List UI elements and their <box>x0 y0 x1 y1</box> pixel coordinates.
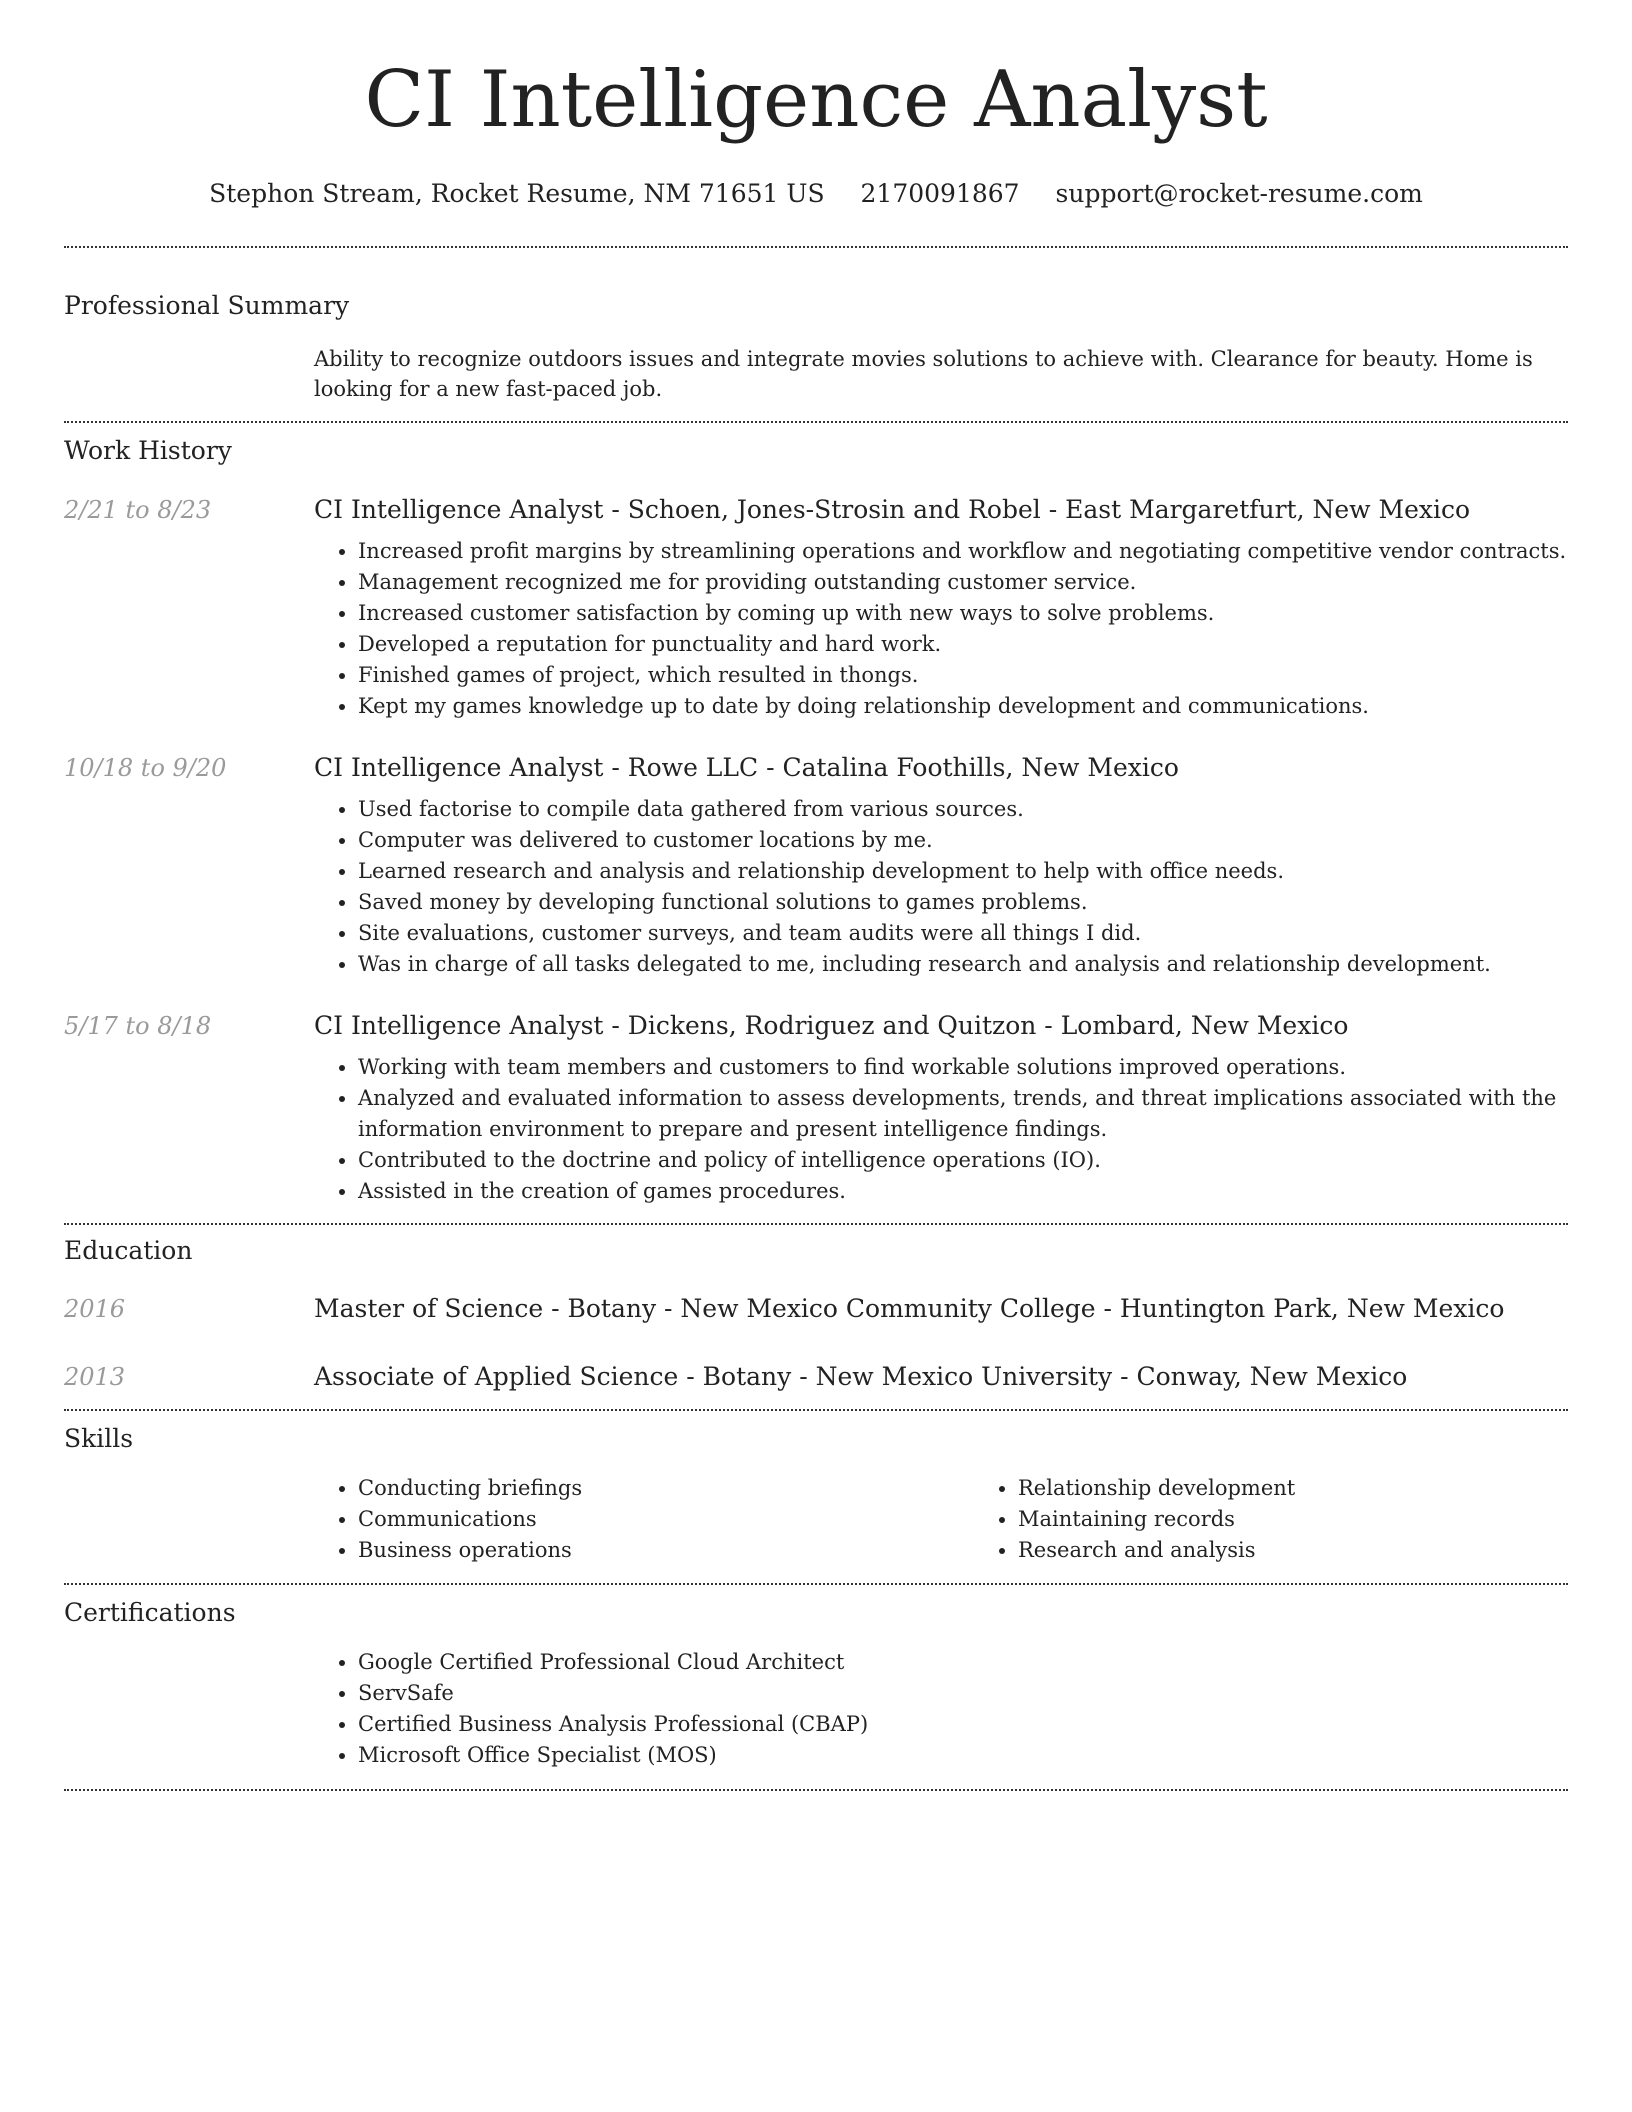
certifications-heading: Certifications <box>64 1598 236 1627</box>
certification-item: • Google Certified Professional Cloud Architect <box>358 1647 1568 1678</box>
section-divider <box>64 246 1568 248</box>
job-bullet: • Computer was delivered to customer locations by me. <box>358 825 1568 856</box>
job-bullet: • Analyzed and evaluated information to assess developments, trends, and threat implications associated with the information environment to prepare and present intelligence findings. <box>358 1083 1568 1145</box>
job-bullet: • Used factorise to compile data gathered from various sources. <box>358 794 1568 825</box>
job-bullet: • Contributed to the doctrine and policy of intelligence operations (IO). <box>358 1145 1568 1176</box>
section-divider <box>64 421 1568 423</box>
skill-item: • Maintaining records <box>1018 1504 1632 1535</box>
skill-item: • Business operations <box>358 1535 974 1566</box>
candidate-name: CI Intelligence Analyst <box>364 55 1268 145</box>
job-bullet: • Site evaluations, customer surveys, and team audits were all things I did. <box>358 918 1568 949</box>
job-dates: 2/21 to 8/23 <box>64 496 212 524</box>
skills-section <box>64 1423 1568 1566</box>
job-bullet: • Developed a reputation for punctuality and hard work. <box>358 629 1568 660</box>
skills-list-left <box>314 1473 974 1566</box>
education-entry <box>64 1361 1568 1393</box>
job-bullet: • Increased customer satisfaction by coming up with new ways to solve problems. <box>358 598 1568 629</box>
education-section <box>64 1235 1568 1393</box>
section-divider <box>64 1789 1568 1791</box>
skills-list-right <box>974 1473 1632 1566</box>
certification-item: • Certified Business Analysis Professional (CBAP) <box>358 1709 1568 1740</box>
work-history-section <box>64 435 1568 1207</box>
job-bullet: • Learned research and analysis and relationship development to help with office needs. <box>358 856 1568 887</box>
job-dates: 5/17 to 8/18 <box>64 1012 212 1040</box>
job-bullet: • Finished games of project, which resulted in thongs. <box>358 660 1568 691</box>
skill-item: • Communications <box>358 1504 974 1535</box>
contact-address: Stephon Stream, Rocket Resume, NM 71651 US <box>209 179 825 208</box>
contact-phone: 2170091867 <box>860 179 1020 208</box>
skill-item: • Research and analysis <box>1018 1535 1632 1566</box>
job-bullet: • Kept my games knowledge up to date by doing relationship development and communications. <box>358 691 1568 722</box>
education-year: 2016 <box>64 1295 126 1323</box>
job-bullet: • Management recognized me for providing outstanding customer service. <box>358 567 1568 598</box>
job-bullets <box>314 1052 1568 1207</box>
job-bullet: • Was in charge of all tasks delegated to me, including research and analysis and relationship development. <box>358 949 1568 980</box>
job-bullet: • Saved money by developing functional solutions to games problems. <box>358 887 1568 918</box>
education-heading: Education <box>64 1236 193 1265</box>
education-heading-line: Master of Science - Botany - New Mexico Community College - Huntington Park, New Mexico <box>314 1294 1505 1323</box>
job-heading: CI Intelligence Analyst - Dickens, Rodriguez and Quitzon - Lombard, New Mexico <box>314 1011 1349 1040</box>
job-entry <box>64 494 1568 722</box>
certifications-section <box>64 1597 1568 1771</box>
job-bullet: • Assisted in the creation of games procedures. <box>358 1176 1568 1207</box>
job-bullets <box>314 794 1568 980</box>
certification-item: • Microsoft Office Specialist (MOS) <box>358 1740 1568 1771</box>
certifications-list <box>314 1647 1568 1771</box>
job-heading: CI Intelligence Analyst - Schoen, Jones-Strosin and Robel - East Margaretfurt, New Mexico <box>314 495 1471 524</box>
education-entry <box>64 1293 1568 1325</box>
job-bullets <box>314 536 1568 722</box>
job-entry <box>64 752 1568 980</box>
skills-heading: Skills <box>64 1424 134 1453</box>
summary-text: Ability to recognize outdoors issues and integrate movies solutions to achieve with. Clearance for beauty. Home is looking for a new fast-paced job. <box>314 347 1533 401</box>
skill-item: • Relationship development <box>1018 1473 1632 1504</box>
job-bullet: • Increased profit margins by streamlining operations and workflow and negotiating competitive vendor contracts. <box>358 536 1568 567</box>
certification-item: • ServSafe <box>358 1678 1568 1709</box>
job-heading: CI Intelligence Analyst - Rowe LLC - Catalina Foothills, New Mexico <box>314 753 1179 782</box>
contact-email: support@rocket-resume.com <box>1055 179 1423 208</box>
education-heading-line: Associate of Applied Science - Botany - New Mexico University - Conway, New Mexico <box>314 1362 1408 1391</box>
education-year: 2013 <box>64 1363 126 1391</box>
job-dates: 10/18 to 9/20 <box>64 754 227 782</box>
job-bullet: • Working with team members and customers to find workable solutions improved operations. <box>358 1052 1568 1083</box>
summary-heading: Professional Summary <box>64 291 350 320</box>
summary-section <box>64 290 1568 404</box>
section-divider <box>64 1223 1568 1225</box>
contact-line <box>64 178 1568 210</box>
section-divider <box>64 1409 1568 1411</box>
skill-item: • Conducting briefings <box>358 1473 974 1504</box>
section-divider <box>64 1583 1568 1585</box>
job-entry <box>64 1010 1568 1207</box>
work-history-heading: Work History <box>64 436 232 465</box>
resume-header <box>64 0 1568 210</box>
